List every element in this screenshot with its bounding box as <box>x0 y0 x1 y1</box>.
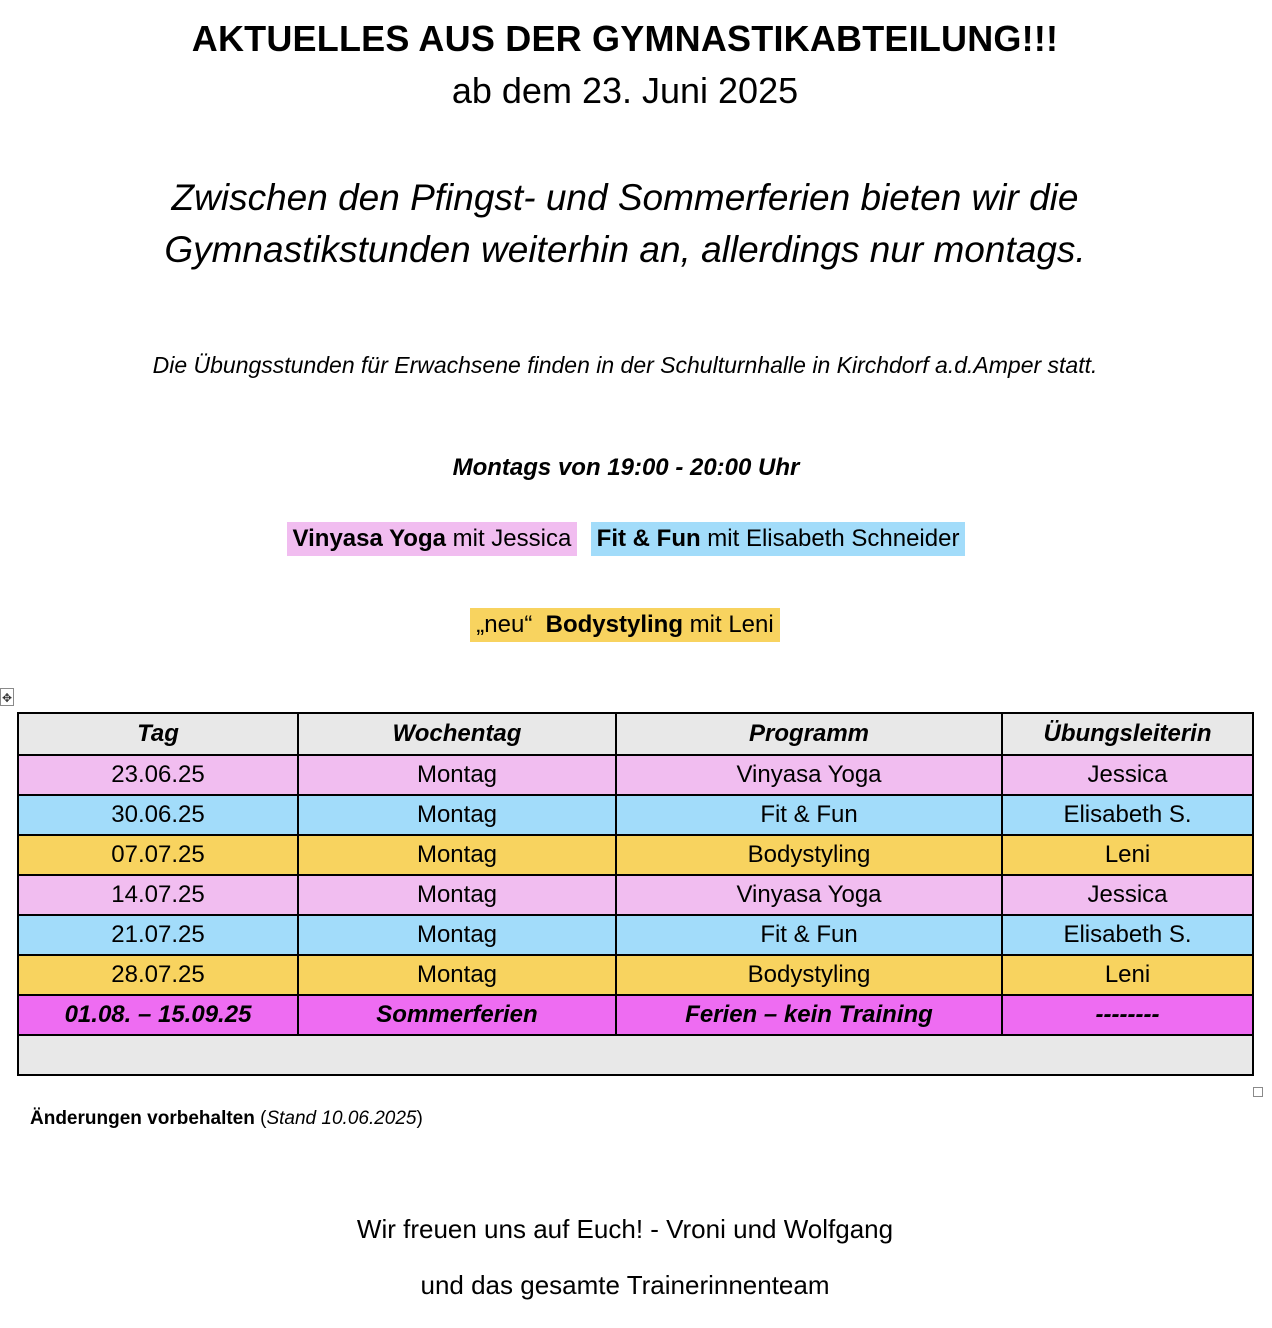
cell-wochentag: Montag <box>298 795 616 835</box>
cell-wochentag: Montag <box>298 915 616 955</box>
table-row <box>18 955 1253 995</box>
footnote-bold: Änderungen vorbehalten <box>30 1108 255 1129</box>
cell-leiterin: Elisabeth S. <box>1002 915 1253 955</box>
cell-wochentag: Montag <box>298 835 616 875</box>
location-note: Die Übungsstunden für Erwachsene finden in der Schulturnhalle in Kirchdorf a.d.Amper statt. <box>152 352 1098 378</box>
footnote-paren-open: ( <box>254 1108 267 1129</box>
move-arrows-icon[interactable]: ✥ <box>0 688 14 706</box>
cell-wochentag: Montag <box>298 755 616 795</box>
cell-leiterin: Jessica <box>1002 875 1253 915</box>
page-subtitle: ab dem 23. Juni 2025 <box>451 70 799 111</box>
cell-leiterin: Leni <box>1002 955 1253 995</box>
cell-wochentag: Montag <box>298 875 616 915</box>
schedule-table <box>17 712 1254 1076</box>
table-row <box>18 755 1253 795</box>
cell-tag: 23.06.25 <box>18 755 298 795</box>
course-name: Vinyasa Yoga <box>292 525 446 552</box>
cell-wochentag: Sommerferien <box>298 995 616 1035</box>
cell-tag: 14.07.25 <box>18 875 298 915</box>
cell-programm: Vinyasa Yoga <box>616 755 1002 795</box>
course-highlight-fitfun <box>591 522 966 556</box>
header-wochentag: Wochentag <box>298 713 616 755</box>
footnote-date: Stand 10.06.2025 <box>266 1108 417 1129</box>
intro-paragraph <box>0 172 1250 276</box>
new-course-line <box>0 608 1250 642</box>
new-label: „neu“ <box>476 611 539 638</box>
cell-programm: Bodystyling <box>616 835 1002 875</box>
header-leiterin: Übungsleiterin <box>1002 713 1253 755</box>
closing-line-2: und das gesamte Trainerinnenteam <box>420 1270 830 1300</box>
course-list <box>0 522 1252 556</box>
empty-row <box>18 1035 1253 1075</box>
cell-tag: 01.08. – 15.09.25 <box>18 995 298 1035</box>
course-trainer: mit Elisabeth Schneider <box>700 525 960 552</box>
course-trainer: mit Leni <box>683 611 774 638</box>
empty-cell <box>18 1035 1253 1075</box>
cell-tag: 07.07.25 <box>18 835 298 875</box>
cell-leiterin: Jessica <box>1002 755 1253 795</box>
cell-leiterin: -------- <box>1002 995 1253 1035</box>
cell-leiterin: Elisabeth S. <box>1002 795 1253 835</box>
cell-leiterin: Leni <box>1002 835 1253 875</box>
holiday-row <box>18 995 1253 1035</box>
cell-wochentag: Montag <box>298 955 616 995</box>
time-note: Montags von 19:00 - 20:00 Uhr <box>452 454 800 481</box>
course-name: Fit & Fun <box>596 525 701 552</box>
header-programm: Programm <box>616 713 1002 755</box>
course-name: Bodystyling <box>545 611 683 638</box>
table-row <box>18 875 1253 915</box>
cell-programm: Ferien – kein Training <box>616 995 1002 1035</box>
table-header-row <box>18 713 1253 755</box>
cell-tag: 21.07.25 <box>18 915 298 955</box>
footnote-paren-close: ) <box>416 1108 423 1129</box>
cell-programm: Fit & Fun <box>616 795 1002 835</box>
closing-line-1: Wir freuen uns auf Euch! - Vroni und Wolfgang <box>356 1214 894 1244</box>
intro-line-1: Zwischen den Pfingst- und Sommerferien bieten wir die <box>171 177 1079 218</box>
course-highlight-yoga <box>287 522 578 556</box>
resize-handle-icon[interactable] <box>1253 1087 1263 1097</box>
header-tag: Tag <box>18 713 298 755</box>
cell-programm: Bodystyling <box>616 955 1002 995</box>
course-trainer: mit Jessica <box>445 525 572 552</box>
cell-tag: 30.06.25 <box>18 795 298 835</box>
table-row <box>18 795 1253 835</box>
table-row <box>18 915 1253 955</box>
page-title: AKTUELLES AUS DER GYMNASTIKABTEILUNG!!! <box>191 18 1059 59</box>
table-row <box>18 835 1253 875</box>
cell-programm: Fit & Fun <box>616 915 1002 955</box>
cell-programm: Vinyasa Yoga <box>616 875 1002 915</box>
cell-tag: 28.07.25 <box>18 955 298 995</box>
course-highlight-bodystyling <box>470 608 779 642</box>
intro-line-2: Gymnastikstunden weiterhin an, allerdings nur montags. <box>164 229 1086 270</box>
footnote <box>30 1108 423 1130</box>
